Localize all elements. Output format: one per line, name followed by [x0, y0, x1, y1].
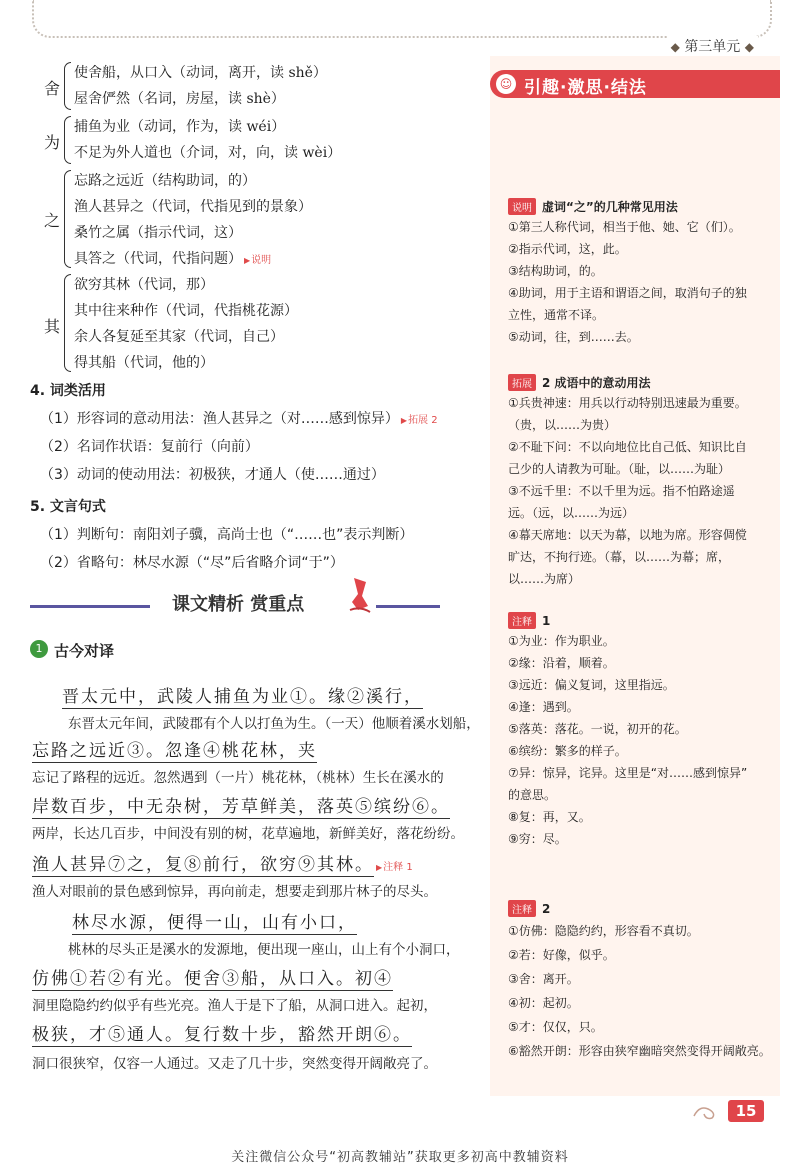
- modern-line: 忘记了路程的远近。忽然遇到（一片）桃花林，（桃林）生长在溪水的: [32, 770, 444, 786]
- group-char-she: 舍: [44, 79, 61, 98]
- banner-bar-left: [30, 605, 150, 608]
- note-title: 2 成语中的意动用法: [542, 376, 651, 390]
- group-line: 捕鱼为业（动词，作为，读 wéi）: [74, 119, 286, 135]
- group-line: 渔人甚异之（代词，代指见到的景象）: [74, 199, 312, 215]
- note-line: ⑧复：再，又。: [508, 810, 591, 824]
- note-line: 的意思。: [508, 788, 557, 802]
- note-heading: [508, 198, 678, 215]
- section-item: （2）省略句：林尽水源（“尽”后省略介词“于”）: [40, 555, 344, 571]
- modern-line: 桃林的尽头正是溪水的发源地，便出现一座山，山上有个小洞口，: [68, 942, 460, 958]
- brush-icon: [348, 576, 372, 614]
- section-title: 4. 词类活用: [30, 383, 106, 399]
- note-line: ②不耻下问：不以向地位比自己低、知识比自: [508, 440, 747, 454]
- note-line: ⑤动词，往，到……去。: [508, 330, 639, 344]
- group-line: [74, 248, 271, 268]
- ancient-text: 岸数百步，中无杂树，芳草鲜美，落英⑤缤纷⑥。: [32, 797, 450, 817]
- section-title: 5. 文言句式: [30, 499, 106, 515]
- group-line: 桑竹之属（指示代词，这）: [74, 225, 242, 241]
- note-tag: 注释: [508, 612, 536, 629]
- note-line: （贵，以……为贵）: [508, 418, 617, 432]
- ancient-line: [32, 736, 317, 761]
- smile-icon: ☺: [496, 74, 516, 94]
- note-line: ⑦异：惊异，诧异。这里是“对……感到惊异”: [508, 766, 748, 780]
- brace: [64, 116, 71, 164]
- note-line: 立性，通常不译。: [508, 308, 605, 322]
- note-title: 虚词“之”的几种常见用法: [542, 200, 678, 214]
- note-tag: 拓展: [508, 374, 536, 391]
- note-heading: [508, 900, 550, 917]
- ancient-line: [32, 850, 413, 875]
- modern-line: 东晋太元年间，武陵郡有个人以打鱼为生。（一天）他顺着溪水划船，: [68, 716, 480, 732]
- ancient-text: 晋太元中，武陵人捕鱼为业①。缘②溪行，: [62, 687, 423, 707]
- modern-line: 洞里隐隐约约似乎有些光亮。渔人于是下了船，从洞口进入。起初，: [32, 998, 437, 1014]
- note-line: ①仿佛：隐隐约约，形容看不真切。: [508, 924, 699, 938]
- note-tag: 说明: [508, 198, 536, 215]
- ancient-line: [32, 964, 393, 989]
- group-line: 屋舍俨然（名词，房屋，读 shè）: [74, 91, 285, 107]
- sidebar-header-title: 引趣·激思·结法: [524, 78, 647, 98]
- note-line: 己少的人请教为可耻。（耻，以……为耻）: [508, 462, 731, 476]
- section-item: （3）动词的使动用法：初极狭，才通人（使……通过）: [40, 467, 385, 483]
- note-line: ①为业：作为职业。: [508, 634, 615, 648]
- group-line: 其中往来种作（代词，代指桃花源）: [74, 303, 298, 319]
- banner-title: 课文精析 赏重点: [172, 594, 305, 615]
- group-char-zhi: 之: [44, 211, 61, 230]
- footer-note: 关注微信公众号“初高教辅站”获取更多初高中教辅资料: [231, 1150, 569, 1165]
- group-line-text: 具答之（代词，代指问题）: [74, 251, 242, 267]
- note-line: ④初：起初。: [508, 996, 579, 1010]
- subsection-title: 古今对译: [54, 642, 115, 660]
- note-title: 1: [542, 614, 551, 628]
- group-line: 得其船（代词，他的）: [74, 355, 214, 371]
- modern-line: 两岸，长达几百步，中间没有别的树，花草遍地，新鲜美好，落花纷纷。: [32, 826, 464, 842]
- subsection-number-badge: 1: [30, 640, 48, 658]
- section-item: [40, 408, 438, 428]
- group-line: 忘路之远近（结构助词，的）: [74, 173, 256, 189]
- note-line: ③舍：离开。: [508, 972, 579, 986]
- unit-label: ◆ 第三单元 ◆: [667, 36, 758, 56]
- note-line: ③不远千里：不以千里为远。指不怕路途遥: [508, 484, 735, 498]
- note-link-tag[interactable]: ▶ 说明: [244, 251, 271, 266]
- ancient-text: 渔人甚异⑦之，复⑧前行，欲穷⑨其林。: [32, 855, 374, 875]
- group-line: 使舍船，从口入（动词，离开，读 shě）: [74, 65, 327, 81]
- group-char-qi: 其: [44, 317, 61, 336]
- group-line: 余人各复延至其家（代词，自己）: [74, 329, 284, 345]
- note-line: ②若：好像，似乎。: [508, 948, 615, 962]
- note-line: ⑤才：仅仅，只。: [508, 1020, 603, 1034]
- group-line: 不足为外人道也（介词，对，向，读 wèi）: [74, 145, 342, 161]
- unit-title: 第三单元: [684, 39, 741, 55]
- note-line: 远。（远，以……为远）: [508, 506, 635, 520]
- ancient-text: 极狭，才⑤通人。复行数十步，豁然开朗⑥。: [32, 1025, 412, 1045]
- note-link-tag[interactable]: ▶ 拓展 2: [401, 411, 438, 426]
- brace: [64, 274, 71, 372]
- section-item-text: （1）形容词的意动用法：渔人甚异之（对……感到惊异）: [40, 411, 399, 427]
- note-line: ⑥缤纷：繁多的样子。: [508, 744, 627, 758]
- right-sidebar: [490, 56, 780, 1096]
- ancient-text: 仿佛①若②有光。便舍③船，从口入。初④: [32, 969, 393, 989]
- sidebar-header: [490, 70, 780, 98]
- note-line: ⑨穷：尽。: [508, 832, 567, 846]
- group-char-wei: 为: [44, 133, 61, 152]
- ancient-text: 忘路之远近③。忽逢④桃花林，夹: [32, 741, 317, 761]
- page-number: 15: [728, 1100, 764, 1122]
- note-line: ③结构助词，的。: [508, 264, 603, 278]
- note-line: ①兵贵神速：用兵以行动特别迅速最为重要。: [508, 396, 747, 410]
- note-line: ④逢：遇到。: [508, 700, 579, 714]
- note-heading: [508, 374, 651, 391]
- note-link-tag[interactable]: ▶ 注释 1: [376, 858, 413, 873]
- note-line: 旷达，不拘行迹。（幕，以……为幕；席，: [508, 550, 731, 564]
- banner-bar-right: [376, 605, 440, 608]
- note-line: ①第三人称代词，相当于他、她、它（们）。: [508, 220, 741, 234]
- note-line: ③远近：偏义复词，这里指远。: [508, 678, 675, 692]
- note-line: ⑤落英：落花。一说，初开的花。: [508, 722, 687, 736]
- note-line: 以……为席）: [508, 572, 581, 586]
- ancient-line: [72, 908, 357, 933]
- note-line: ④助词，用于主语和谓语之间，取消句子的独: [508, 286, 747, 300]
- note-line: ④幕天席地：以天为幕，以地为席。形容倜傥: [508, 528, 747, 542]
- note-tag: 注释: [508, 900, 536, 917]
- brace: [64, 62, 71, 110]
- ancient-line: [62, 682, 423, 707]
- note-line: ⑥豁然开朗：形容由狭窄幽暗突然变得开阔敞亮。: [508, 1044, 771, 1058]
- modern-line: 洞口很狭窄，仅容一人通过。又走了几十步，突然变得开阔敞亮了。: [32, 1056, 437, 1072]
- group-line: 欲穷其林（代词，那）: [74, 277, 214, 293]
- note-title: 2: [542, 902, 551, 916]
- modern-line: 渔人对眼前的景色感到惊异，再向前走，想要走到那片林子的尽头。: [32, 884, 437, 900]
- top-frame: [32, 0, 772, 38]
- swirl-decoration-icon: [690, 1100, 726, 1122]
- section-item: （2）名词作状语：复前行（向前）: [40, 439, 259, 455]
- section-item: （1）判断句：南阳刘子骥，高尚士也（“……也”表示判断）: [40, 527, 414, 543]
- ancient-line: [32, 1020, 412, 1045]
- brace: [64, 170, 71, 268]
- note-line: ②缘：沿着，顺着。: [508, 656, 615, 670]
- note-line: ②指示代词，这，此。: [508, 242, 627, 256]
- ancient-text: 林尽水源，便得一山，山有小口，: [72, 913, 357, 933]
- note-heading: [508, 612, 550, 629]
- ancient-line: [32, 792, 450, 817]
